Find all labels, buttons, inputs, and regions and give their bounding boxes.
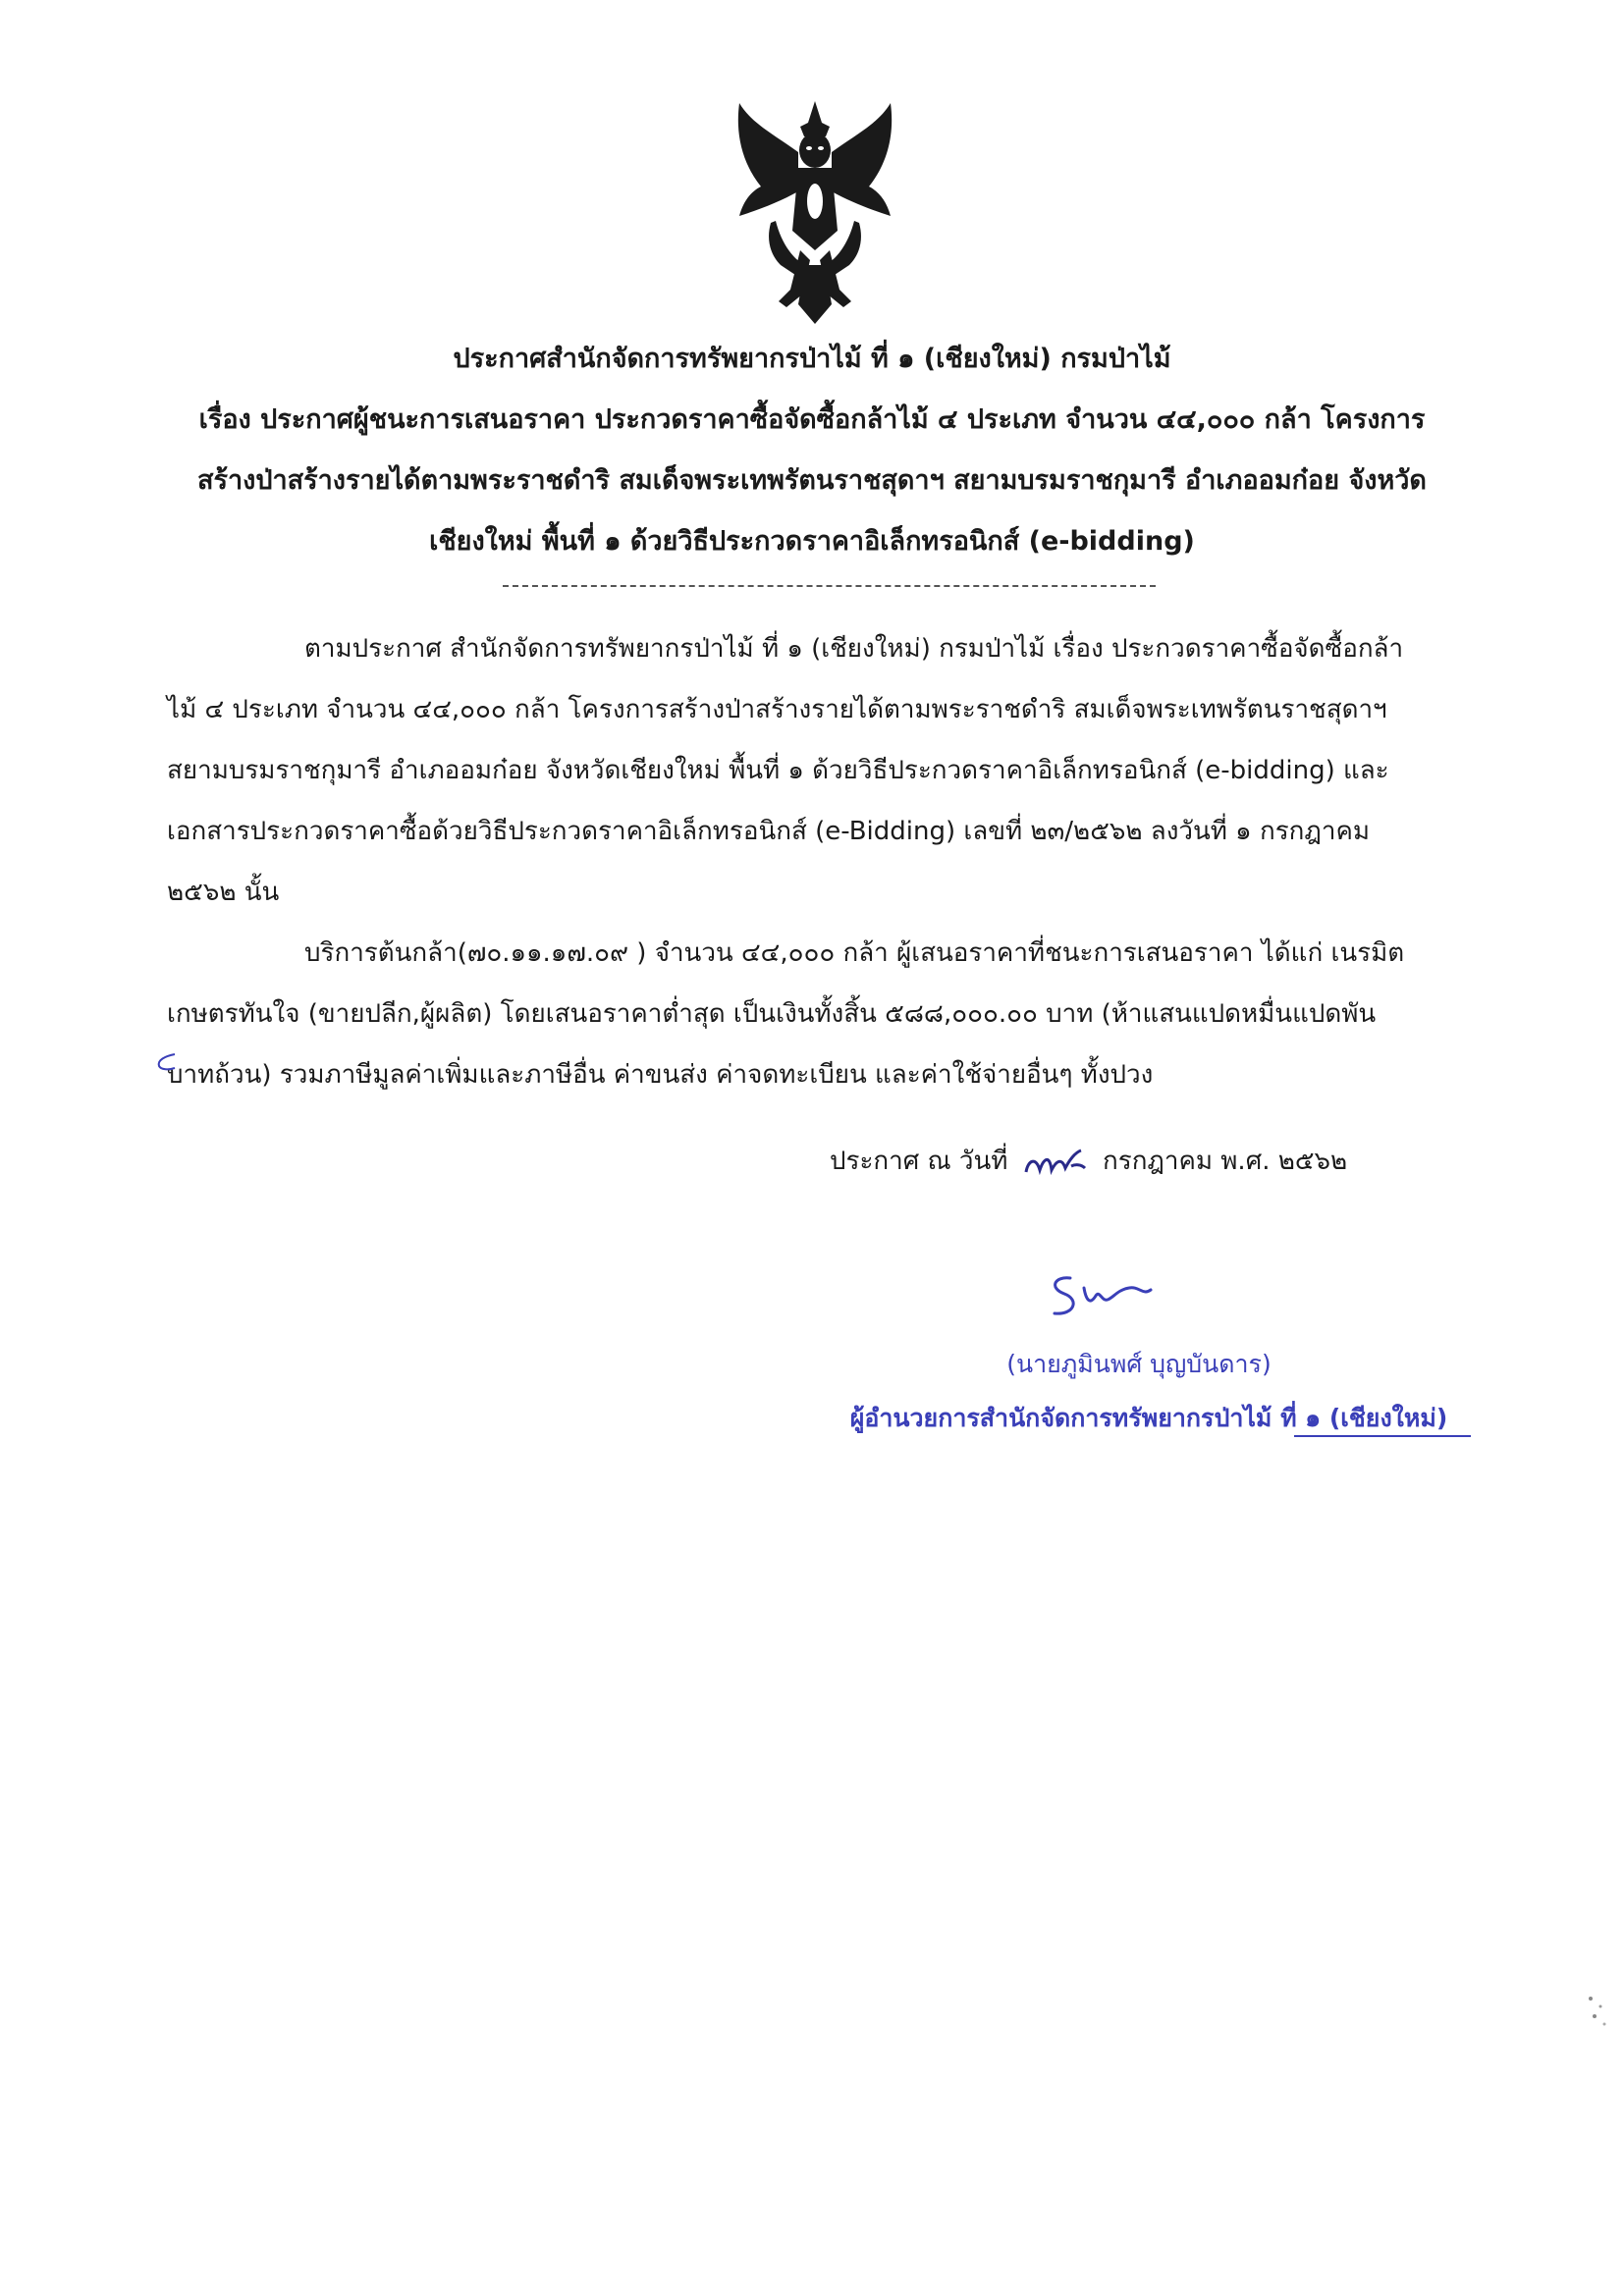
body-line: เกษตรทันใจ (ขายปลีก,ผู้ผลิต) โดยเสนอราคาต่ำสุด เป็นเงินทั้งสิ้น ๕๘๘,๐๐๐.๐๐ บาท (ห้าแสนแปดหมื่นแปดพัน	[167, 999, 1377, 1029]
body-line: เอกสารประกวดราคาซื้อด้วยวิธีประกวดราคาอิเล็กทรอนิกส์ (e-Bidding) เลขที่ ๒๓/๒๕๖๒ ลงวันที่ ๑ กรกฎาคม	[167, 817, 1370, 846]
subject-line: เชียงใหม่ พื้นที่ ๑ ด้วยวิธีประกวดราคาอิเล็กทรอนิกส์ (e-bidding)	[429, 526, 1195, 557]
handwritten-day-mark	[1016, 1143, 1095, 1182]
title-block	[147, 329, 1477, 572]
body-line: บริการต้นกล้า(๗๐.๑๑.๑๗.๐๙ ) จำนวน ๔๔,๐๐๐ กล้า ผู้เสนอราคาที่ชนะการเสนอราคา ได้แก่ เนรมิต	[304, 938, 1405, 968]
paragraph-reference	[167, 618, 1463, 923]
signer-title: ผู้อำนวยการสำนักจัดการทรัพยากรป่าไม้ ที่ ๑ (เชียงใหม่)	[849, 1404, 1448, 1432]
body-text	[167, 618, 1463, 1105]
body-line: สยามบรมราชกุมารี อำเภออมก๋อย จังหวัดเชียงใหม่ พื้นที่ ๑ ด้วยวิธีประกวดราคาอิเล็กทรอนิกส์ (e-bidding) และ	[167, 756, 1389, 785]
subject-line: สร้างป่าสร้างรายได้ตามพระราชดำริ สมเด็จพระเทพรัตนราชสุดาฯ สยามบรมราชกุมารี อำเภออมก๋อย จังหวัด	[197, 465, 1427, 496]
body-line: ตามประกาศ สำนักจัดการทรัพยากรป่าไม้ ที่ ๑ (เชียงใหม่) กรมป่าไม้ เรื่อง ประกวดราคาซื้อจัดซื้อกล้า	[304, 634, 1404, 664]
paragraph-winner	[167, 923, 1463, 1105]
subject-line: เรื่อง ประกาศผู้ชนะการเสนอราคา ประกวดราคาซื้อจัดซื้อกล้าไม้ ๔ ประเภท จำนวน ๔๔,๐๐๐ กล้า โครงการ	[198, 404, 1426, 435]
announcement-date	[830, 1141, 1347, 1182]
scan-specks	[1583, 1993, 1612, 2032]
announcement-prefix: ประกาศ ณ วันที่	[830, 1147, 1008, 1176]
margin-pen-mark	[155, 1052, 177, 1072]
signer-name: (นายภูมินพศ์ บุญบันดาร)	[1006, 1350, 1272, 1378]
underline-mark	[1294, 1435, 1471, 1437]
title-line: ประกาศสำนักจัดการทรัพยากรป่าไม้ ที่ ๑ (เชียงใหม่) กรมป่าไม้	[453, 344, 1171, 374]
divider	[503, 585, 1156, 587]
signature	[1041, 1266, 1159, 1325]
garuda-emblem	[722, 93, 908, 329]
body-line: ไม้ ๔ ประเภท จำนวน ๔๔,๐๐๐ กล้า โครงการสร้างป่าสร้างรายได้ตามพระราชดำริ สมเด็จพระเทพรัตนราชสุดาฯ	[167, 695, 1387, 724]
body-line: บาทถ้วน) รวมภาษีมูลค่าเพิ่มและภาษีอื่น ค่าขนส่ง ค่าจดทะเบียน และค่าใช้จ่ายอื่นๆ ทั้งปวง	[167, 1060, 1154, 1090]
announcement-suffix: กรกฎาคม พ.ศ. ๒๕๖๒	[1102, 1147, 1348, 1176]
body-line: ๒๕๖๒ นั้น	[167, 878, 280, 907]
